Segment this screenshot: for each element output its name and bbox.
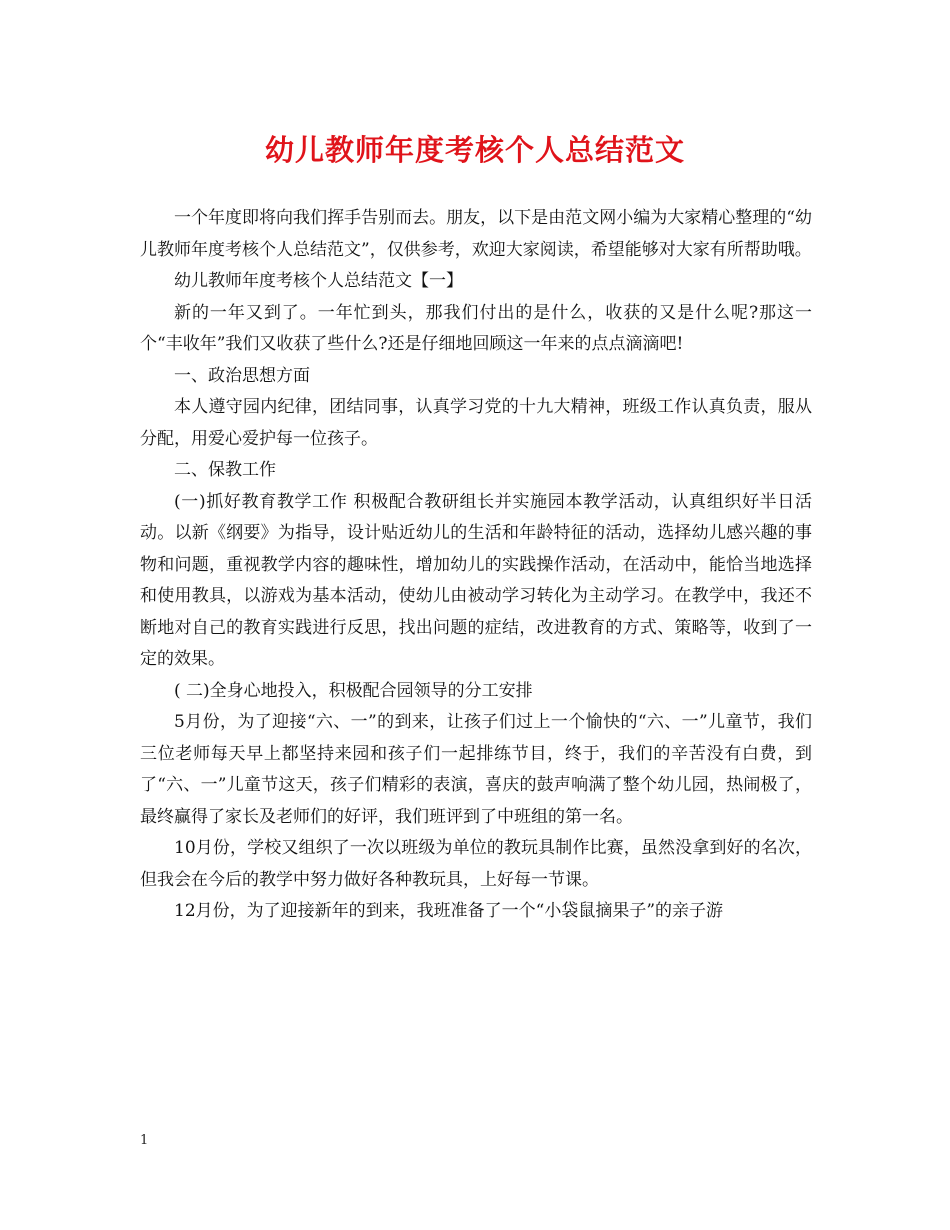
paragraph-december: 12月份，为了迎接新年的到来，我班准备了一个“小袋鼠摘果子”的亲子游: [174, 901, 724, 921]
paragraph-teaching: (一)抓好教育教学工作 积极配合教研组长并实施园本教学活动，认真组织好半日活动。以新《纲要》为指导，设计贴近幼儿的生活和年龄特征的活动，选择幼儿感兴趣的事物和问题，重视教学内容的趣味性，增加幼儿的实践操作活动，在活动中，能恰当地选择和使用教具，以游戏为基本活动，使幼儿由被动学习转化为主动学习。在教学中，我还不断地对自己的教育实践进行反思，找出问题的症结，改进教育的方式、策略等，收到了一定的效果。: [140, 491, 812, 669]
paragraph-intro: 一个年度即将向我们挥手告别而去。朋友，以下是由范文网小编为大家精心整理的“幼儿教师年度考核个人总结范文”，仅供参考，欢迎大家阅读，希望能够对大家有所帮助哦。: [140, 208, 812, 260]
document-body: [140, 203, 812, 928]
document-title: 幼儿教师年度考核个人总结范文: [264, 133, 685, 167]
paragraph-october: 10月份，学校又组织了一次以班级为单位的教玩具制作比赛，虽然没拿到好的名次，但我会在今后的教学中努力做好各种教玩具，上好每一节课。: [140, 838, 812, 890]
paragraph-heading-teaching: 二、保教工作: [174, 460, 276, 480]
paragraph-politics: 本人遵守园内纪律，团结同事，认真学习党的十九大精神，班级工作认真负责，服从分配，用爱心爱护每一位孩子。: [140, 397, 812, 449]
page-number: 1: [140, 1133, 149, 1148]
paragraph-may: 5月份，为了迎接“六、一”的到来，让孩子们过上一个愉快的“六、一”儿童节，我们三位老师每天早上都坚持来园和孩子们一起排练节目，终于，我们的辛苦没有白费，到了“六、一”儿童节这天，孩子们精彩的表演，喜庆的鼓声响满了整个幼儿园，热闹极了，最终赢得了家长及老师们的好评，我们班评到了中班组的第一名。: [140, 712, 812, 827]
paragraph-section-heading-one: 幼儿教师年度考核个人总结范文【一】: [174, 271, 463, 291]
paragraph-new-year: 新的一年又到了。一年忙到头，那我们付出的是什么，收获的又是什么呢?那这一个“丰收年”我们又收获了些什么?还是仔细地回顾这一年来的点点滴滴吧!: [140, 302, 812, 354]
paragraph-heading-cooperation: ( 二)全身心地投入，积极配合园领导的分工安排: [174, 680, 533, 701]
paragraph-heading-politics: 一、政治思想方面: [174, 365, 310, 386]
